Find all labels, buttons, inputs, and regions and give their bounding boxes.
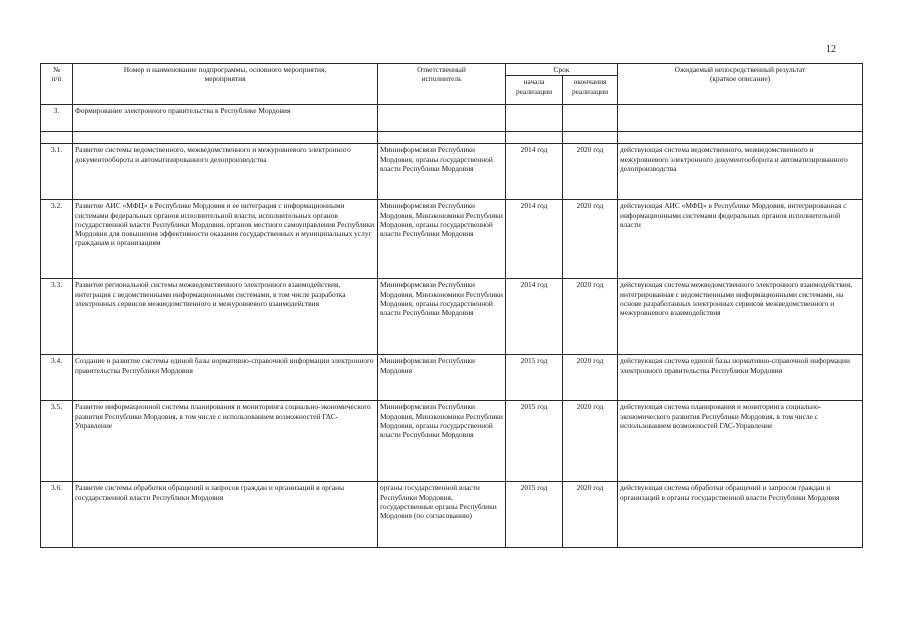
page-number: 12 [826,44,836,55]
section-row [41,105,863,132]
row-executor: Мининформсвязи Республики Мордовия, органы государственной власти Республики Мордовия [378,144,506,200]
row-end: 2020 год [563,200,618,279]
row-num: 3.6. [41,482,73,548]
header-start: начала реализации [506,76,563,105]
table-row [41,200,863,279]
empty-cell [378,105,506,132]
row-name: Развитие системы обработки обращений и запросов граждан и организаций в органы государственной власти Республики Мордовия [73,482,378,548]
row-result: действующая система планирования и мониторинга социально-экономического развития Республики Мордовия, в том числе с использованием возможностей ГАС-Управление [618,401,863,482]
empty-cell [618,132,863,144]
program-activities-table [40,63,863,548]
row-start: 2015 год [506,401,563,482]
header-name: Номер и наименование подпрограммы, основного мероприятия, мероприятия [73,64,378,105]
section-num: 3. [41,105,73,132]
header-term: Срок [506,64,618,76]
empty-cell [506,132,563,144]
empty-cell [378,132,506,144]
row-executor: органы государственной власти Республики Мордовия, государственные органы Республики Мордовия (по согласованию) [378,482,506,548]
row-result: действующая система ведомственного, межведомственного и межуровневого электронного документооборота и автоматизированного делопроизводства [618,144,863,200]
row-num: 3.5. [41,401,73,482]
row-executor: Мининформсвязи Республики Мордовия, Минэкономики Республики Мордовия, органы государственной власти Республики Мордовия [378,279,506,355]
empty-cell [73,132,378,144]
row-num: 3.2. [41,200,73,279]
row-executor: Мининформсвязи Республики Мордовия, Минэкономики Республики Мордовия, органы государственной власти Республики Мордовия [378,200,506,279]
row-end: 2020 год [563,144,618,200]
table-row [41,144,863,200]
row-num: 3.3. [41,279,73,355]
row-start: 2014 год [506,200,563,279]
table-row [41,482,863,548]
row-name: Развитие АИС «МФЦ» в Республике Мордовия и ее интеграция с информационными системами федеральных органов исполнительной власти, исполнительных органов государственной власти Республики Мордовия, органов местного самоуправления Республики Мордовия для повышения эффективности оказания государственных и муниципальных услуг гражданам и организациям [73,200,378,279]
row-num: 3.4. [41,355,73,401]
header-num: № п/п [41,64,73,105]
row-end: 2020 год [563,401,618,482]
header-result: Ожидаемый непосредственный результат (краткое описание) [618,64,863,105]
spacer-row [41,132,863,144]
table-header-row [41,64,863,76]
table-row [41,279,863,355]
row-result: действующая АИС «МФЦ» в Республике Мордовия, интегрированная с информационными системами федеральных органов исполнительной власти [618,200,863,279]
row-start: 2015 год [506,355,563,401]
table-row [41,401,863,482]
row-name: Развитие региональной системы межведомственного электронного взаимодействия, интеграция с ведомственными информационными системами, в том числе разработка электронных сервисов межведомственного и межуровневого взаимодействия [73,279,378,355]
row-result: действующая система единой базы нормативно-справочной информации электронного правительства Республики Мордовия [618,355,863,401]
row-name: Развитие информационной системы планирования и мониторинга социально-экономического развития Республики Мордовия, в том числе с использованием возможностей ГАС-Управление [73,401,378,482]
row-name: Создание и развитие системы единой базы нормативно-справочной информации электронного правительства Республики Мордовия [73,355,378,401]
empty-cell [506,105,563,132]
row-start: 2014 год [506,144,563,200]
row-num: 3.1. [41,144,73,200]
row-end: 2020 год [563,279,618,355]
row-result: действующая система межведомственного электронного взаимодействия, интегрированная с ведомственными информационными системами, на основе разработанных электронных сервисов межведомственного и межуровневого взаимодействия [618,279,863,355]
row-executor: Мининформсвязи Республики Мордовия [378,355,506,401]
row-executor: Мининформсвязи Республики Мордовия, Минэкономики Республики Мордовия, органы государственной власти Республики Мордовия [378,401,506,482]
empty-cell [41,132,73,144]
table-row [41,355,863,401]
row-name: Развитие системы ведомственного, межведомственного и межуровневого электронного документооборота и автоматизированного делопроизводства [73,144,378,200]
empty-cell [563,105,618,132]
row-start: 2014 год [506,279,563,355]
empty-cell [618,105,863,132]
empty-cell [563,132,618,144]
section-title: Формирование электронного правительства в Республике Мордовия [73,105,378,132]
header-end: окончания реализации [563,76,618,105]
row-result: действующая система обработки обращений и запросов граждан и организаций в органы государственной власти Республики Мордовия [618,482,863,548]
row-end: 2020 год [563,482,618,548]
row-end: 2020 год [563,355,618,401]
row-start: 2015 год [506,482,563,548]
header-executor: Ответственный исполнитель [378,64,506,105]
